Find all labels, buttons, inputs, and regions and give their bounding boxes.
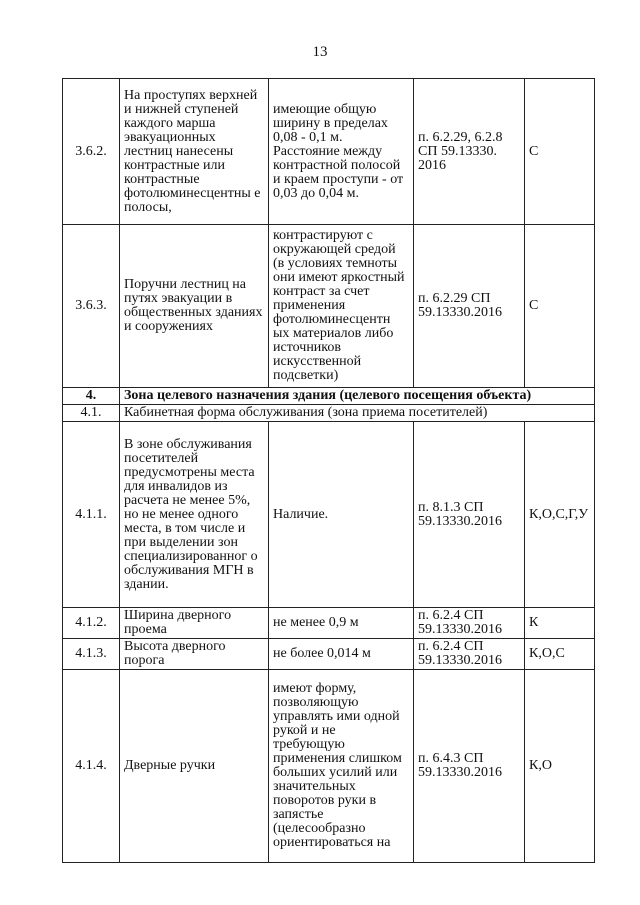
section-number: 4. xyxy=(63,388,120,405)
table-row-3-6-2 xyxy=(63,79,595,225)
section-header-row xyxy=(63,388,595,405)
row-description: На проступях верхней и нижней ступеней каждого марша эвакуационных лестниц нанесены контрастные или контрастные фотолюминесцентны е полосы, xyxy=(120,79,269,225)
row-category: К,О,С,Г,У xyxy=(525,422,595,608)
row-number: 3.6.3. xyxy=(63,225,120,388)
row-number: 4.1.2. xyxy=(63,608,120,639)
row-description: Дверные ручки xyxy=(120,670,269,863)
table-row-4-1-4 xyxy=(63,670,595,863)
row-description: Высота дверного порога xyxy=(120,639,269,670)
table-row-4-1-3 xyxy=(63,639,595,670)
table-row-3-6-3 xyxy=(63,225,595,388)
table-row-4-1-2 xyxy=(63,608,595,639)
row-description: В зоне обслуживания посетителей предусмотрены места для инвалидов из расчета не менее 5%, но не менее одного места, в том числе и при выделении зон специализированног о обслуживания МГН в здании. xyxy=(120,422,269,608)
row-category: С xyxy=(525,79,595,225)
row-requirement: имеют форму, позволяющую управлять ими одной рукой и не требующую применения слишком больших усилий или значительных поворотов руки в запястье (целесообразно ориентироваться на xyxy=(269,670,414,863)
row-number: 4.1.3. xyxy=(63,639,120,670)
row-category: К,О xyxy=(525,670,595,863)
subsection-header-row xyxy=(63,405,595,422)
row-reference: п. 6.4.3 СП 59.13330.2016 xyxy=(414,670,525,863)
page-number: 13 xyxy=(312,44,328,60)
row-reference: п. 6.2.29, 6.2.8 СП 59.13330. 2016 xyxy=(414,79,525,225)
subsection-number: 4.1. xyxy=(63,405,120,422)
row-description: Поручни лестниц на путях эвакуации в общественных зданиях и сооружениях xyxy=(120,225,269,388)
row-category: С xyxy=(525,225,595,388)
row-requirement: имеющие общую ширину в пределах 0,08 - 0,1 м. Расстояние между контрастной полосой и краем проступи - от 0,03 до 0,04 м. xyxy=(269,79,414,225)
table-row-4-1-1 xyxy=(63,422,595,608)
row-reference: п. 8.1.3 СП 59.13330.2016 xyxy=(414,422,525,608)
row-reference: п. 6.2.4 СП 59.13330.2016 xyxy=(414,639,525,670)
row-description: Ширина дверного проема xyxy=(120,608,269,639)
row-number: 3.6.2. xyxy=(63,79,120,225)
row-requirement: не менее 0,9 м xyxy=(269,608,414,639)
row-requirement: Наличие. xyxy=(269,422,414,608)
row-reference: п. 6.2.4 СП 59.13330.2016 xyxy=(414,608,525,639)
section-title: Зона целевого назначения здания (целевого посещения объекта) xyxy=(120,388,595,405)
row-category: К,О,С xyxy=(525,639,595,670)
row-requirement: не более 0,014 м xyxy=(269,639,414,670)
requirements-table xyxy=(62,78,595,863)
row-requirement: контрастируют с окружающей средой (в условиях темноты они имеют яркостный контраст за счет применения фотолюминесцентн ых материалов либо источников искусственной подсветки) xyxy=(269,225,414,388)
row-number: 4.1.4. xyxy=(63,670,120,863)
row-number: 4.1.1. xyxy=(63,422,120,608)
subsection-title: Кабинетная форма обслуживания (зона приема посетителей) xyxy=(120,405,595,422)
row-reference: п. 6.2.29 СП 59.13330.2016 xyxy=(414,225,525,388)
row-category: К xyxy=(525,608,595,639)
